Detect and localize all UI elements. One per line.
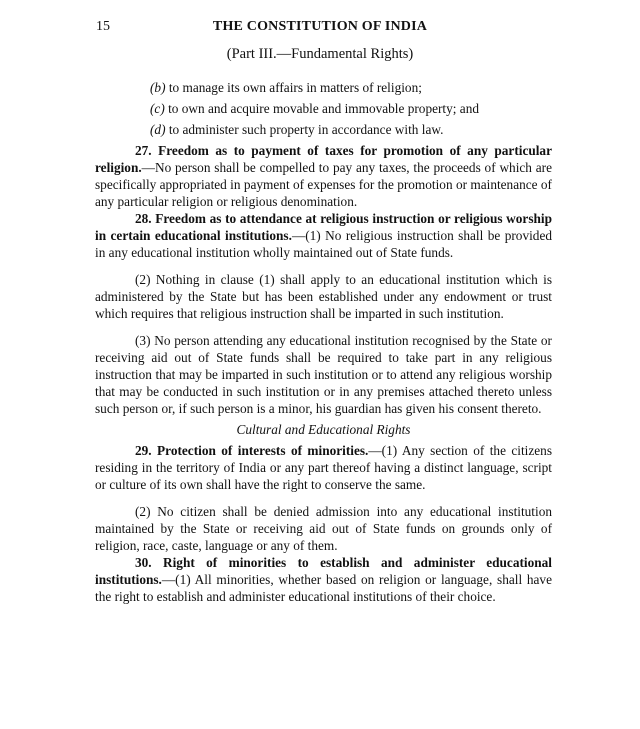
article-28-clause-3: (3) No person attending any educational institution recognised by the State or receiving aid out of State funds shall be required to take part in any religious instruction that may be imparted in such institution or to attend any religious worship that may be conducted in such institution or in any premises attached thereto unless such person or, if such person is a minor, his guardian has given his consent thereto. xyxy=(95,333,552,416)
article-title: 28. Freedom as to attendance at religious instruction or religious worship in certain educational institutions. xyxy=(95,211,552,243)
list-item: (d) to administer such property in accordance with law. xyxy=(150,122,444,137)
article-title: 27. Freedom as to payment of taxes for promotion of any particular religion. xyxy=(95,143,552,175)
article-28-clause-2: (2) Nothing in clause (1) shall apply to an educational institution which is administered by the State but has been established under any endowment or trust which requires that religious instruction shall be imparted in such institution. xyxy=(95,272,552,321)
article-28: 28. Freedom as to attendance at religious instruction or religious worship in certain educational institutions.—(1) No religious instruction shall be provided in any educational institution wholly maintained out of State funds. xyxy=(95,211,553,260)
article-27: 27. Freedom as to payment of taxes for promotion of any particular religion.—No person shall be compelled to pay any taxes, the proceeds of which are specifically appropriated in payment of expenses for the promotion or maintenance of any particular religion or religious denomination. xyxy=(95,143,552,209)
part-title: (Part III.—Fundamental Rights) xyxy=(226,46,414,62)
article-30: 30. Right of minorities to establish and administer educational institutions.—(1) All minorities, whether based on religion or language, shall have the right to establish and administer educational institutions of their choice. xyxy=(95,555,552,604)
running-title: THE CONSTITUTION OF INDIA xyxy=(212,19,428,34)
list-item: (c) to own and acquire movable and immovable property; and xyxy=(150,101,479,116)
article-29: 29. Protection of interests of minorities.—(1) Any section of the citizens residing in the territory of India or any part thereof having a distinct language, script or culture of its own shall have the right to conserve the same. xyxy=(95,443,553,492)
article-29-clause-2: (2) No citizen shall be denied admission into any educational institution maintained by the State or receiving aid out of State funds on grounds only of religion, race, caste, language or any of them. xyxy=(95,504,552,553)
document-body xyxy=(95,79,552,605)
list-item: (b) to manage its own affairs in matters of religion; xyxy=(150,80,422,95)
section-subheading: Cultural and Educational Rights xyxy=(236,422,411,437)
article-title: 30. Right of minorities to establish and administer educational institutions. xyxy=(95,555,552,587)
page-number: 15 xyxy=(96,19,110,34)
article-title: 29. Protection of interests of minorities. xyxy=(135,443,369,458)
